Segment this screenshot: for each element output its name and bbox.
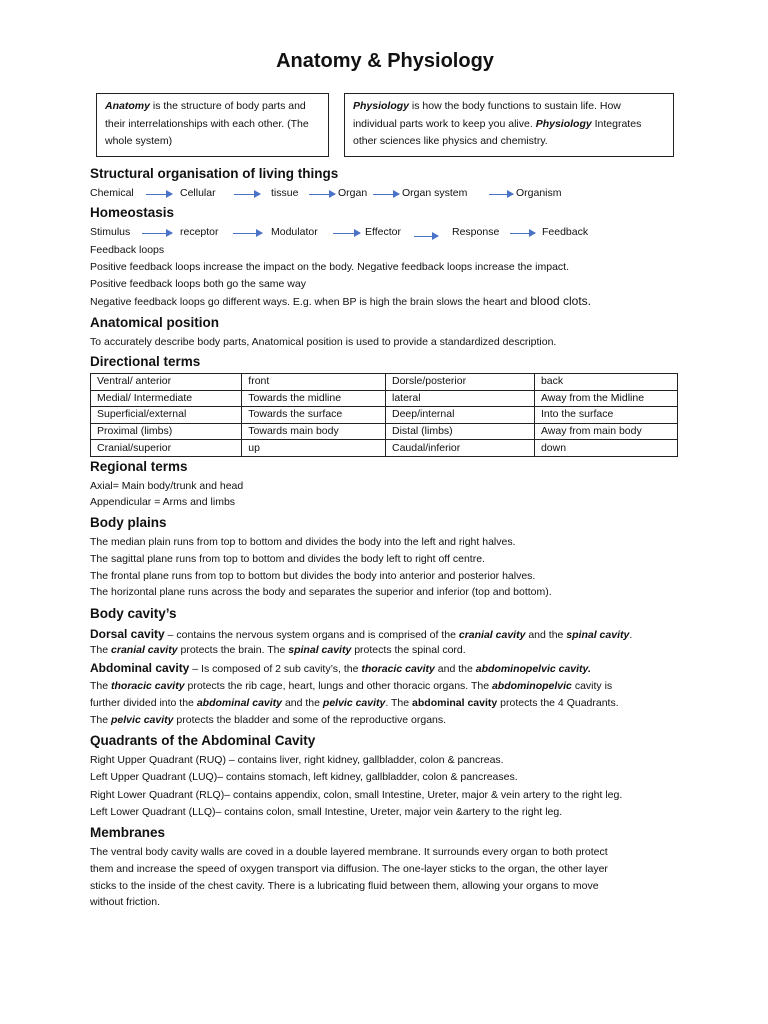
table-cell: Medial/ Intermediate [91,390,242,407]
regional-line: Appendicular = Arms and limbs [90,496,236,508]
arrow-icon [309,194,335,195]
flow-step: receptor [180,226,219,238]
table-row [91,407,678,424]
arrow-icon [146,194,172,195]
cavities-heading: Body cavity’s [90,606,177,621]
quadrant-line: Left Lower Quadrant (LLQ)– contains colon, small Intestine, Ureter, major vein &artery to the right leg. [90,806,563,818]
cavity-text: – contains the nervous system organs and is comprised of the [164,629,459,641]
cavity-line [90,680,612,692]
cavity-term: spinal cavity [566,629,630,641]
homeostasis-last-text: Negative feedback loops go different ways. E.g. when BP is high the brain slows the heart and [90,296,531,308]
quadrants-heading: Quadrants of the Abdominal Cavity [90,733,316,748]
cavity-term: abdominopelvic [491,680,572,692]
cavity-term: pelvic cavity [111,714,174,726]
cavity-text: and the [434,663,476,675]
physiology-definition-box [344,93,674,157]
homeostasis-flow [90,226,690,242]
cavity-text: cavity is [571,680,613,692]
body-plains-line: The median plain runs from top to bottom and divides the body into the left and right halves. [90,536,516,548]
cavity-line [90,661,591,675]
flow-step: Feedback [542,226,589,238]
cavity-text: The [90,644,112,656]
cavity-line [90,644,466,656]
arrow-icon [414,236,438,237]
membranes-line: without friction. [90,896,161,908]
arrow-icon [373,194,399,195]
homeostasis-line: Positive feedback loops increase the impact on the body. Negative feedback loops increase the impact. [90,261,570,273]
flow-step: Organ [338,187,368,199]
flow-step: Effector [365,226,401,238]
page-title: Anatomy & Physiology [276,50,494,72]
flow-step: Chemical [90,187,134,199]
cavity-term: abdominal cavity [196,697,283,709]
regional-line: Axial= Main body/trunk and head [90,480,244,492]
flow-step: Cellular [180,187,216,199]
cavity-term: cranial cavity [111,644,178,656]
cavity-text: protects the rib cage, heart, lungs and other thoracic organs. The [184,680,492,692]
table-cell: Away from main body [534,423,677,440]
abdominal-cavity-term: Abdominal cavity [90,661,190,675]
anatomy-definition-box [96,93,329,157]
cavity-term: abdominal cavity [412,697,498,709]
table-cell: Ventral/ anterior [91,374,242,391]
arrow-icon [510,233,535,234]
structural-heading: Structural organisation of living things [90,166,339,181]
cavity-term: thoracic cavity [111,680,185,692]
table-row [91,423,678,440]
cavity-term: cranial cavity [458,629,526,641]
table-cell: Towards the midline [242,390,386,407]
table-row [91,390,678,407]
cavity-text: . The [385,697,413,709]
body-plains-line: The horizontal plane runs across the body and separates the superior and inferior (top and bottom). [90,586,552,598]
cavity-term: pelvic cavity [322,697,386,709]
quadrant-line: Left Upper Quadrant (LUQ)– contains stomach, left kidney, gallbladder, colon & pancreases. [90,771,518,783]
body-plains-heading: Body plains [90,515,167,530]
table-cell: down [534,440,677,457]
homeostasis-last-text-large: blood clots. [530,294,592,308]
structural-flow [90,187,690,203]
table-cell: Proximal (limbs) [91,423,242,440]
homeostasis-heading: Homeostasis [90,205,175,220]
table-cell: up [242,440,386,457]
arrow-icon [489,194,513,195]
anatomical-position-heading: Anatomical position [90,315,220,330]
cavity-text: and the [525,629,567,641]
flow-step: Stimulus [90,226,131,238]
regional-heading: Regional terms [90,459,188,474]
flow-step: Response [452,226,500,238]
cavity-text: protects the bladder and some of the reproductive organs. [173,714,447,726]
table-cell: back [534,374,677,391]
cavity-line [90,714,446,726]
table-row [91,374,678,391]
cavity-text: The [90,714,112,726]
arrow-icon [234,194,260,195]
physiology-term-2: Physiology [535,117,592,130]
arrow-icon [233,233,262,234]
table-cell: Superficial/external [91,407,242,424]
membranes-heading: Membranes [90,825,166,840]
table-cell: lateral [385,390,534,407]
flow-step: Organism [516,187,562,199]
table-cell: Away from the Midline [534,390,677,407]
flow-step: Modulator [271,226,318,238]
cavity-term: abdominopelvic cavity. [475,663,591,675]
arrow-icon [142,233,172,234]
table-cell: Caudal/inferior [385,440,534,457]
cavity-text: . [629,629,633,641]
cavity-text: and the [282,697,323,709]
cavity-line [90,627,632,641]
body-plains-line: The frontal plane runs from top to bottom but divides the body into anterior and posterior halves. [90,570,536,582]
cavity-text: protects the brain. The [177,644,289,656]
arrow-icon [333,233,360,234]
cavity-text: The [90,680,112,692]
table-cell: Into the surface [534,407,677,424]
cavity-text: protects the spinal cord. [351,644,466,656]
anatomical-position-text: To accurately describe body parts, Anatomical position is used to provide a standardized description. [90,336,557,348]
anatomy-term: Anatomy [105,100,150,112]
table-cell: Towards main body [242,423,386,440]
dorsal-cavity-term: Dorsal cavity [90,627,165,641]
anatomy-text: is the structure of body parts and their interrelationships with each other. (The whole system) [105,100,309,147]
table-cell: Deep/internal [385,407,534,424]
directional-heading: Directional terms [90,354,201,369]
quadrant-line: Right Lower Quadrant (RLQ)– contains appendix, colon, small Intestine, Ureter, major & vein artery to the right leg. [90,789,623,801]
membranes-line: The ventral body cavity walls are coved in a double layered membrane. It surrounds every organ to both protect [90,846,608,858]
membranes-line: them and increase the speed of oxygen transport via diffusion. The one-layer sticks to the organ, the other layer [90,863,608,875]
cavity-term: spinal cavity [288,644,352,656]
cavity-text: further divided into the [90,697,197,709]
cavity-text: – Is composed of 2 sub cavity’s, the [189,663,362,675]
directional-terms-table [90,373,678,457]
table-cell: Distal (limbs) [385,423,534,440]
table-cell: Dorsle/posterior [385,374,534,391]
table-cell: Towards the surface [242,407,386,424]
physiology-term: Physiology [353,100,410,112]
flow-step: tissue [271,187,299,199]
table-row [91,440,678,457]
cavity-text: protects the 4 Quadrants. [497,697,619,709]
cavity-term: thoracic cavity [361,663,435,675]
quadrant-line: Right Upper Quadrant (RUQ) – contains liver, right kidney, gallbladder, colon & pancreas. [90,754,504,766]
table-cell: Cranial/superior [91,440,242,457]
table-cell: front [242,374,386,391]
physiology-text-2: Integrates other sciences like physics and chemistry. [353,117,642,147]
body-plains-line: The sagittal plane runs from top to bottom and divides the body left to right off centre. [90,553,485,565]
homeostasis-line: Positive feedback loops both go the same way [90,278,306,290]
flow-step: Organ system [402,187,468,199]
cavity-line [90,697,619,709]
homeostasis-line [90,294,591,308]
membranes-line: sticks to the inside of the chest cavity. There is a lubricating fluid between them, allowing your organs to move [90,880,599,892]
physiology-text: is how the body functions to sustain life. How individual parts work to keep you alive. [353,100,621,130]
homeostasis-line: Feedback loops [90,244,165,256]
